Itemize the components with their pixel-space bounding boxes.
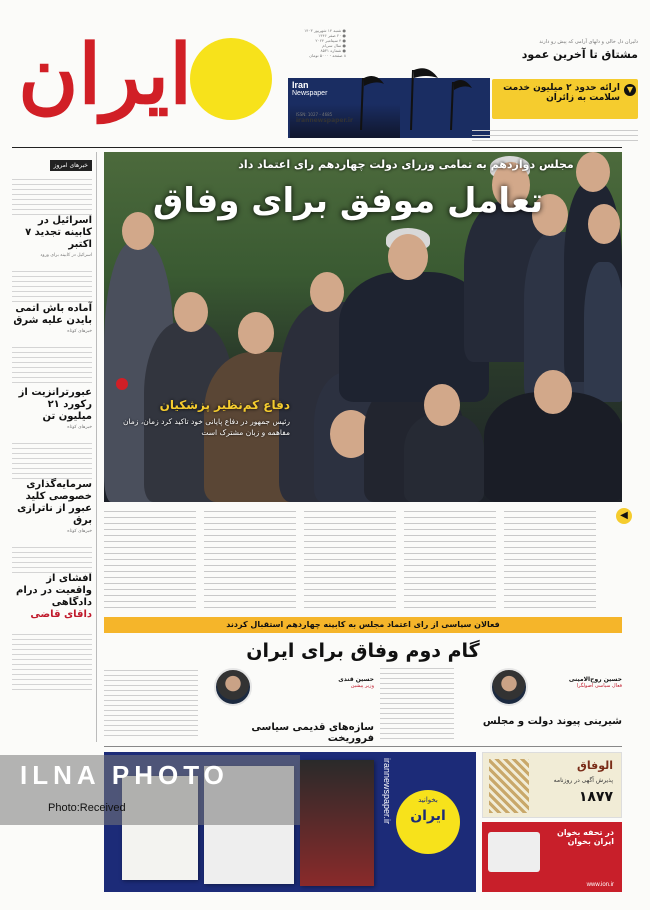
al-vefagh-ad[interactable]	[482, 752, 622, 818]
meta-line: ● شماره ۸۵۳۱	[320, 48, 346, 53]
author-role: فعال سیاسی اصولگرا	[576, 683, 622, 689]
flag	[364, 76, 384, 86]
ad-pattern	[489, 759, 529, 813]
column-tag: خبرهای امروز	[50, 160, 92, 171]
left-news-title: سرمایه‌گذاری خصوصی کلید عبور از ناترازی برق	[17, 479, 92, 526]
left-news-item[interactable]	[12, 479, 92, 534]
ad-site: www.ion.ir	[586, 882, 614, 888]
laptop-image	[488, 832, 540, 872]
person-head	[310, 272, 344, 312]
newspaper-logo[interactable]: ایران	[18, 27, 192, 123]
text-lines	[12, 175, 92, 215]
text-lines	[380, 664, 454, 740]
left-news-title: آماده باش اتمی بایدن علیه شرق	[13, 303, 92, 326]
section-divider	[104, 746, 622, 747]
ad-title: بخوانید	[418, 796, 438, 804]
top-right-teaser	[472, 40, 638, 61]
person-head	[174, 292, 208, 332]
photo-sub-title[interactable]: دفاع کم‌نظیر پزشکیان	[159, 398, 290, 412]
opinion-title: سازه‌های قدیمی سیاسی فروریخت	[251, 722, 374, 744]
central-head	[388, 234, 428, 280]
author-role: وزیر پیشین	[350, 683, 374, 689]
left-news-item[interactable]	[12, 387, 92, 430]
issn: ISSN: 1027 - 4685	[296, 112, 333, 117]
arrow-down-icon: ▼	[624, 84, 636, 96]
text-lines	[12, 343, 92, 387]
teaser-kicker: دلیران دل خالی و دلهای آرامی که پیش رو دارند	[539, 39, 638, 45]
ad-text: پذیرش آگهی در روزنامه	[553, 777, 613, 784]
author-name: حسین روح‌الامینی	[568, 676, 622, 683]
meta-line: ● سال سی‌ام	[322, 43, 346, 48]
opinion-card[interactable]	[460, 664, 622, 744]
meta-line: ● ۲۰ صفر ۱۴۴۶	[318, 33, 346, 38]
left-news-item[interactable]	[12, 573, 92, 621]
teaser-text-lines	[472, 126, 638, 144]
opinion-card[interactable]	[204, 664, 374, 744]
author-avatar	[490, 668, 528, 706]
paper-thumbnail	[300, 760, 374, 886]
main-headline[interactable]: تعامل موفق برای وفاق	[152, 181, 544, 221]
left-news-body: خبرهای کوتاه	[67, 329, 92, 334]
person-head	[588, 204, 620, 244]
left-news-title: افشای از واقعیت در درام دادگاهی	[15, 573, 92, 608]
column-divider	[96, 152, 97, 742]
section-strip: فعالان سیاسی از رای اعتماد مجلس به کابینه چهاردهم استقبال کردند	[104, 617, 622, 633]
left-news-body: اسرائیل در کابینه برای ورود	[40, 253, 92, 258]
ion-ad[interactable]	[482, 822, 622, 892]
text-column	[404, 506, 496, 610]
ad-logo: ایران	[410, 808, 446, 824]
logo-sun	[190, 38, 272, 120]
website-url[interactable]: irannewspaper.ir	[296, 117, 353, 124]
author-block	[264, 676, 374, 689]
text-column	[304, 506, 396, 610]
watermark-credit: Photo:Received	[48, 802, 126, 814]
meta-line: ● ۴ سپتامبر ۲۰۲۴	[315, 38, 346, 43]
meta-price: ۸ صفحه - ۵۰۰۰ تومان	[309, 53, 346, 58]
left-news-title: داقای قاضی	[30, 609, 92, 620]
ad-brand: الوفاق	[577, 759, 613, 772]
text-lines	[12, 439, 92, 479]
person-head	[424, 384, 460, 426]
flags-illustration	[340, 60, 488, 138]
meta-line: ● شنبه ۱۴ شهریور ۱۴۰۳	[304, 28, 346, 33]
photo-kicker: مجلس دوازدهم به تمامی وزرای دولت چهاردهم رای اعتماد داد	[238, 158, 574, 171]
yellow-teaser[interactable]: ارائه حدود ۲ میلیون خدمت سلامت به زائران	[492, 79, 638, 119]
ad-site: irannewspaper.ir	[382, 758, 392, 825]
text-lines	[12, 267, 92, 303]
left-news-title: عبورترانزیت از رکورد ۲۱ میلیون تن	[18, 387, 92, 422]
author-name: حسین قندی	[338, 676, 374, 683]
text-lines	[104, 666, 198, 740]
flag	[454, 80, 472, 90]
text-column	[504, 506, 596, 610]
left-news-item[interactable]	[12, 215, 92, 258]
promo-logo-main: Iran	[292, 80, 309, 90]
watermark-title: ILNA PHOTO	[20, 760, 229, 790]
person-head	[534, 370, 572, 414]
flag-pole	[360, 78, 364, 130]
text-lines	[12, 543, 92, 573]
left-news-column	[12, 152, 92, 742]
person-head	[238, 312, 274, 354]
left-news-body: خبرهای کوتاه	[67, 529, 92, 534]
ad-text: در تحفه بخوان ایران بخوان	[556, 828, 614, 846]
masthead-divider	[12, 147, 622, 148]
text-column	[104, 506, 196, 610]
author-block	[534, 676, 622, 689]
issn-block	[296, 112, 353, 124]
red-dot-icon	[116, 378, 128, 390]
issue-meta	[282, 28, 346, 58]
opinion-title: شیرینی پیوند دولت و مجلس	[482, 716, 622, 727]
left-news-title: اسرائیل در کابینه تجدید ۷ اکتبر	[25, 215, 92, 250]
flag-pole	[410, 70, 414, 130]
flag-pole	[450, 82, 454, 130]
ad-phone: ۱۸۷۷	[578, 789, 613, 805]
person-figure	[404, 414, 484, 502]
arrow-left-icon: ◀	[616, 508, 632, 524]
flag	[414, 68, 438, 78]
left-news-item[interactable]	[12, 303, 92, 334]
teaser-title[interactable]: مشتاق تا آخرین عمود	[521, 48, 638, 61]
person-figure	[584, 262, 622, 402]
author-avatar	[214, 668, 252, 706]
left-news-body: خبرهای کوتاه	[67, 425, 92, 430]
text-lines	[12, 630, 92, 690]
photo-sub-body: رئیس جمهور در دفاع پایانی خود تاکید کرد زمان، زمان مفاهمه و زبان مشترک است	[123, 417, 290, 437]
text-column	[204, 506, 296, 610]
promo-logo-sub: Newspaper	[292, 90, 328, 97]
second-headline[interactable]: گام دوم وفاق برای ایران	[246, 640, 480, 662]
